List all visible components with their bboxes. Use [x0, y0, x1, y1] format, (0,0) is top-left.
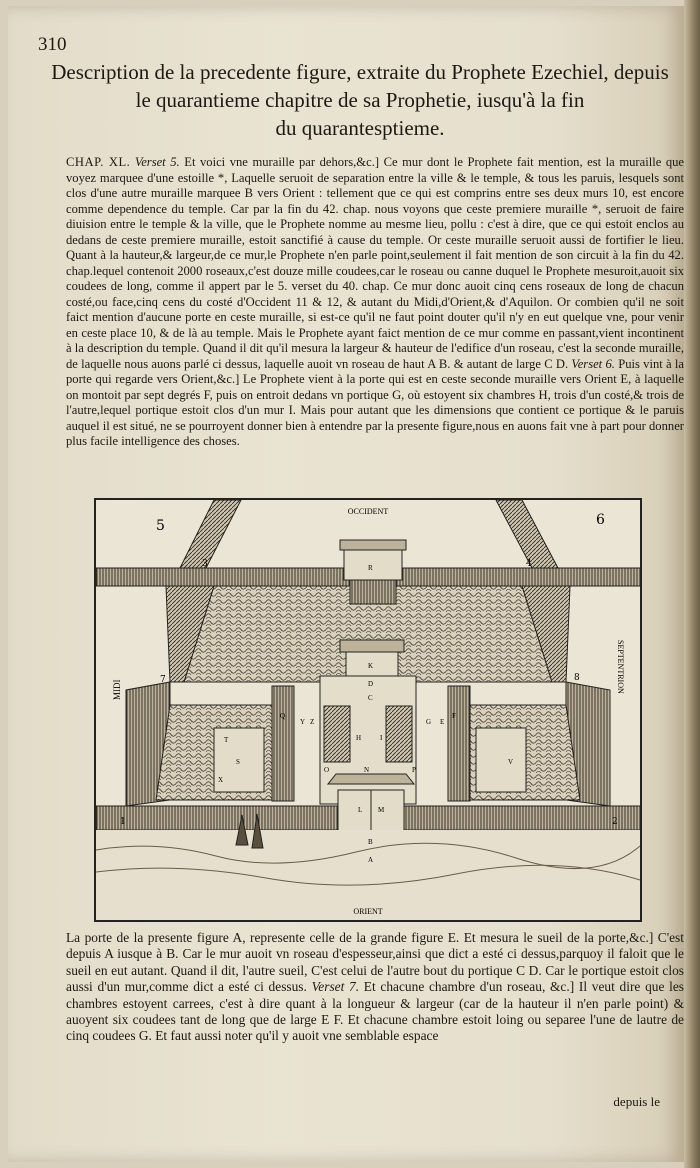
- letter-A: A: [368, 856, 374, 864]
- temple-engraving: [94, 498, 642, 922]
- letter-S: S: [236, 758, 240, 766]
- label-occident: OCCIDENT: [347, 507, 389, 516]
- letter-Q: Q: [280, 712, 286, 720]
- letter-F: F: [452, 712, 456, 720]
- letter-T: T: [224, 736, 229, 744]
- num-2: 2: [612, 817, 618, 827]
- paragraph-text: Et voici vne muraille par dehors,&c.] Ce mur dont le Prophete fait mention, est la muraille que voyez marquee d'une estoille *, Laquelle seruoit de separation entre la ville & le temple, & tous les paruis, lesquels sont clos d'une autre muraille marquee B vers Orient : tellement que ce qui est comprins entre ses deux murs 10, est encore comme dependence du temple. Car par la fin du 42. chap. nous voyons que ceste premiere muraille *, seruoit de faire diuision entre le temple & la ville, que le Prophete nomme au mesme lieu, pollu : c'est à dire, que ce qui estoit enclos au dedans de ceste premiere muraille, estoit sanctifié à cause du temple. Or ceste muraille seruoit aussi de fortifier le lieu. Quant à la hauteur,& largeur,de ce mur,le Prophete n'en parle point,seulement il fait mention de son circuit à la fin du 42. chap.lequel contenoit 2000 roseaux,c'est douze mille coudees,car le roseau ou canne duquel le Prophete mesuroit,auoit six coudees de long, comme il appert par le 5. verset du 40. chap. Ce mur donc auoit cinq cens roseaux de long de chacun costé,ou face,cinq cens du costé d'Occident 11 & 12, & autant du Midi,d'Orient,& d'Aquilon. Or combien qu'il ne soit faict mention d'aucune porte en ceste muraille, si est-ce qu'il ne faut point douter qu'il n'y en eut quelque vne, pour venir en ceste place 10, & de là au temple. Mais le Prophete ayant faict mention de ce mur comme en passant,vient incontinent à la description du temple. Quand il dit qu'il mesura la largeur & hauteur de l'edifice d'un roseau, c'est la seconde muraille, de laquelle nous auons parlé ci dessus, laquelle auoit vn roseau de haut A B. & autant de large C D.: [66, 155, 685, 371]
- letter-N: N: [364, 766, 370, 774]
- letter-Z: Z: [310, 718, 315, 726]
- letter-K: K: [368, 662, 374, 670]
- letter-R: R: [368, 564, 373, 572]
- letter-O: O: [324, 766, 330, 774]
- letter-D: D: [368, 680, 374, 688]
- top-paragraph: [66, 155, 684, 450]
- letter-H: H: [356, 734, 362, 742]
- letter-P: P: [412, 766, 416, 774]
- page-title: [40, 58, 680, 142]
- letter-Y: Y: [300, 718, 306, 726]
- bottom-text-2: Et chacune chambre d'un roseau, &c.] Il veut dire que les chambres estoyent carrees, c'est à dire quant à la longueur & largeur (car de la hauteur il n'en parle point) & auoyent six coudees tant de long que de large E F. Et chacune chambre estoit loing ou separee l'une de lautre de cinq coudees G. Et faut aussi noter qu'il y auoit vne semblable espace: [66, 979, 684, 1044]
- letter-X: X: [218, 776, 224, 784]
- catchword: depuis le: [613, 1094, 660, 1109]
- temple-plan-illustration: [96, 500, 640, 920]
- verse-marker: Verset 5.: [134, 155, 180, 169]
- bottom-verse-marker: Verset 7.: [311, 979, 360, 995]
- book-binding-edge: [684, 0, 700, 1168]
- chapter-lead: CHAP. XL.: [66, 155, 131, 169]
- bottom-paragraph: [66, 930, 684, 1045]
- letter-B: B: [368, 838, 373, 846]
- num-5: 5: [156, 518, 165, 534]
- letter-C: C: [368, 694, 373, 702]
- label-midi: MIDI: [112, 679, 122, 700]
- bottom-text: La porte de la presente figure A, represente celle de la grande figure E. Et mesura le sueil de la porte,&c.] C'est depuis A iusque à B. Car le mur auoit vn roseau d'espesseur,ainsi que dict a esté ci dessus,parquoy il faloit que le sueil en eut autant. Quand il dit, l'autre sueil, C'est celui de l'autre bout du portique C D. Car le portique estoit clos aussi d'un mur,comme dict a esté ci dessus.: [66, 930, 684, 995]
- num-4: 4: [526, 559, 532, 569]
- label-orient: ORIENT: [353, 907, 383, 916]
- letter-G: G: [426, 718, 432, 726]
- paragraph-text-2: Puis vint à la porte qui regarde vers Orient,&c.] Le Prophete vient à la porte qui est en ceste seconde muraille vers Orient E, à laquelle on montoit par sept degrés F, puis on entroit dedans vn portique G, où estoyent six chambres H, trois d'un costé,& trois de l'autre,lequel portique estoit clos d'un mur I. Mais pour autant que les dimensions que contient ce portique & le paruis auquel il est situé, ne se pourroyent donner bien à entendre par la presente figure,nous en auons fait vne à part pour donner plus facile intelligence des choses.: [66, 356, 684, 448]
- num-7: 7: [160, 675, 166, 685]
- letter-I: I: [380, 734, 383, 742]
- label-septentrion: SEPTENTRION: [616, 640, 625, 694]
- letter-L: L: [358, 806, 363, 814]
- num-3: 3: [202, 559, 208, 569]
- num-1: 1: [120, 817, 126, 827]
- verse-marker-2: Verset 6.: [571, 356, 615, 371]
- letter-M: M: [378, 806, 385, 814]
- num-8: 8: [574, 673, 580, 683]
- title-line-1: Description de la precedente figure, extraite du Prophete Ezechiel, depuis: [51, 60, 669, 84]
- page-number: 310: [38, 34, 67, 55]
- letter-E: E: [440, 718, 445, 726]
- num-6: 6: [596, 512, 605, 528]
- title-line-3: du quarantesptieme.: [275, 116, 445, 140]
- title-line-2: le quarantieme chapitre de sa Prophetie, iusqu'à la fin: [135, 88, 585, 112]
- letter-V: V: [508, 758, 514, 766]
